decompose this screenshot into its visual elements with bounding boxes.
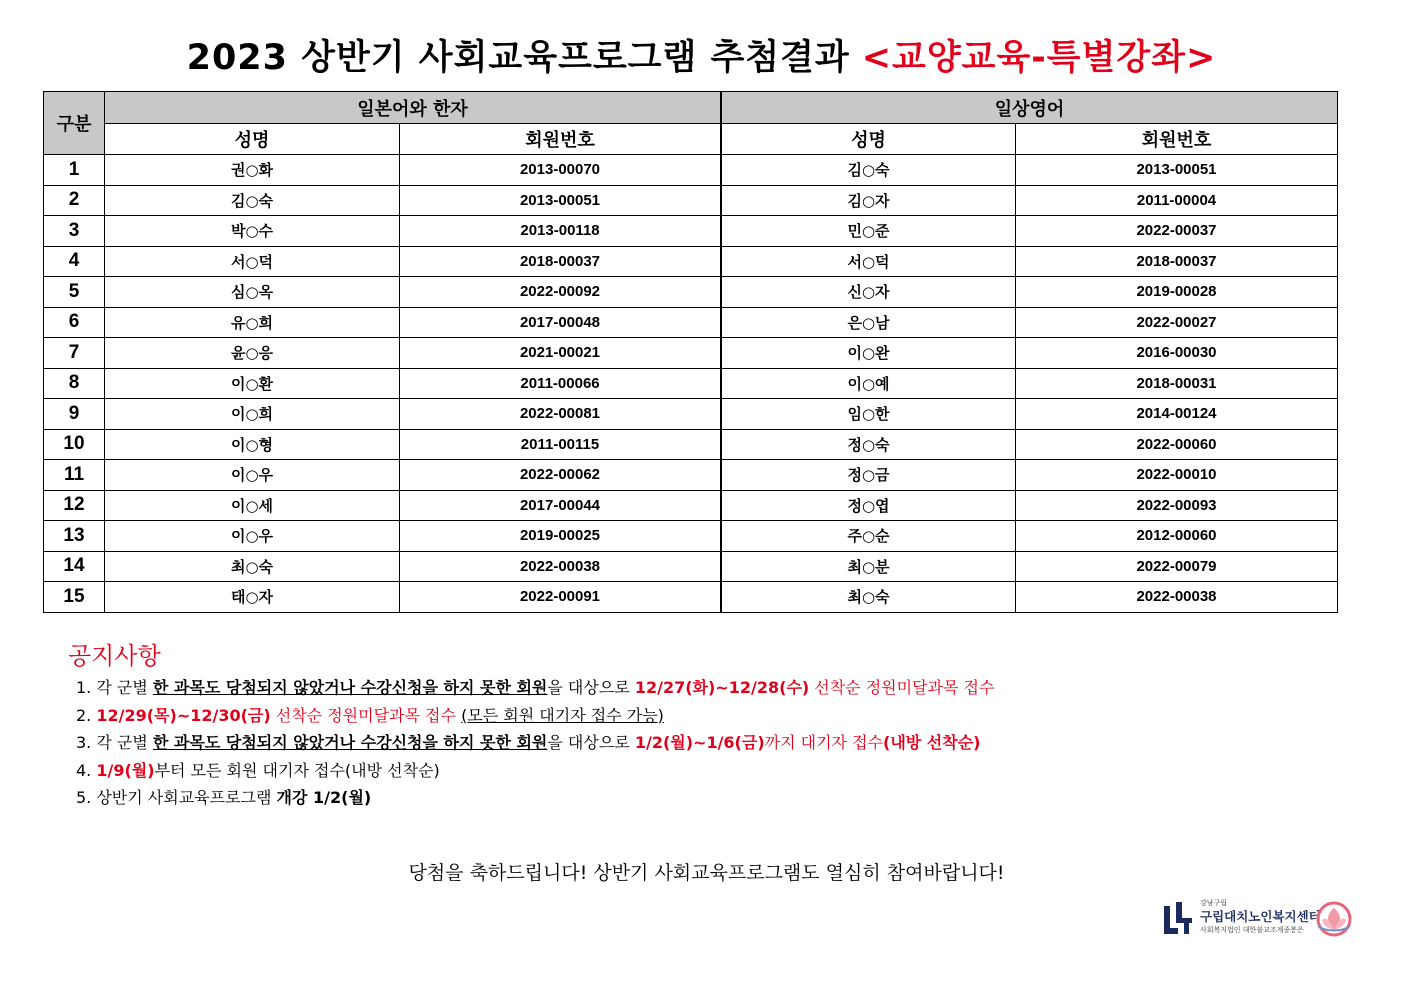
notice-text: 을 대상으로 — [547, 678, 635, 697]
member-number: 2018-00031 — [1016, 368, 1338, 399]
member-number: 2022-00092 — [400, 277, 721, 308]
notice-date: 1/9(월) — [96, 760, 155, 780]
notice-text: 을 대상으로 — [547, 733, 635, 752]
title-sub: <교양교육-특별강좌> — [861, 38, 1217, 78]
table-row — [44, 582, 721, 613]
notice-item-2 — [76, 702, 994, 730]
member-name: 이○형 — [105, 429, 400, 460]
row-number: 5 — [44, 277, 105, 308]
title-main: 2023 상반기 사회교육프로그램 추첨결과 — [186, 38, 850, 78]
member-name: 윤○응 — [105, 338, 400, 369]
member-name: 이○예 — [722, 368, 1016, 399]
member-name: 정○금 — [722, 460, 1016, 491]
table-row — [722, 338, 1338, 369]
table-row — [722, 429, 1338, 460]
member-number: 2018-00037 — [1016, 246, 1338, 277]
notice-text: 3. 각 군별 — [76, 733, 153, 752]
row-number: 12 — [44, 490, 105, 521]
member-number: 2013-00051 — [400, 185, 721, 216]
member-name: 유○희 — [105, 307, 400, 338]
member-name: 박○수 — [105, 216, 400, 247]
notice-list — [76, 674, 994, 812]
member-number: 2017-00048 — [400, 307, 721, 338]
table-row — [44, 307, 721, 338]
table-row — [44, 216, 721, 247]
table-row — [44, 551, 721, 582]
member-number: 2022-00093 — [1016, 490, 1338, 521]
member-number: 2022-00081 — [400, 399, 721, 430]
member-number: 2016-00030 — [1016, 338, 1338, 369]
notice-text: 1. 각 군별 — [76, 678, 153, 697]
table-row — [722, 521, 1338, 552]
row-number: 14 — [44, 551, 105, 582]
member-number: 2013-00070 — [400, 155, 721, 186]
table-row — [722, 582, 1338, 613]
row-number: 9 — [44, 399, 105, 430]
row-number: 10 — [44, 429, 105, 460]
notice-text: 부터 모든 회원 대기자 접수(내방 선착순) — [154, 760, 440, 780]
member-name: 서○덕 — [105, 246, 400, 277]
notice-date: 12/27(화)~12/28(수) — [634, 678, 810, 697]
logo-district: 강남구립 — [1200, 899, 1228, 907]
table-row — [44, 521, 721, 552]
member-number: 2022-00010 — [1016, 460, 1338, 491]
group-header: 구분 — [44, 92, 105, 155]
member-number: 2011-00004 — [1016, 185, 1338, 216]
member-name: 권○화 — [105, 155, 400, 186]
table-row — [722, 399, 1338, 430]
member-number: 2022-00062 — [400, 460, 721, 491]
logo-center-name: 구립대치노인복지센터 — [1200, 909, 1321, 924]
member-number: 2022-00079 — [1016, 551, 1338, 582]
center-emblem-icon — [1160, 900, 1196, 938]
member-name: 최○숙 — [722, 582, 1016, 613]
member-name: 태○자 — [105, 582, 400, 613]
results-table-left — [43, 91, 721, 613]
notice-item-5 — [76, 784, 994, 812]
table-row — [722, 460, 1338, 491]
member-number: 2014-00124 — [1016, 399, 1338, 430]
notice-date: 12/29(목)~12/30(금) — [96, 705, 271, 725]
notice-text: 4. — [76, 760, 97, 780]
course-header-english: 일상영어 — [722, 92, 1338, 124]
member-number: 2022-00038 — [400, 551, 721, 582]
results-table-right — [721, 91, 1338, 613]
member-name: 이○우 — [105, 460, 400, 491]
row-number: 11 — [44, 460, 105, 491]
member-number: 2011-00066 — [400, 368, 721, 399]
member-name: 정○엽 — [722, 490, 1016, 521]
member-number: 2022-00027 — [1016, 307, 1338, 338]
row-number: 2 — [44, 185, 105, 216]
table-row — [44, 460, 721, 491]
member-number: 2017-00044 — [400, 490, 721, 521]
table-row — [44, 246, 721, 277]
member-name: 김○숙 — [722, 155, 1016, 186]
member-name: 임○한 — [722, 399, 1016, 430]
member-name: 신○자 — [722, 277, 1016, 308]
member-number: 2022-00091 — [400, 582, 721, 613]
table-row — [44, 277, 721, 308]
notice-emphasis: 한 과목도 당첨되지 않았거나 수강신청을 하지 못한 회원 — [152, 733, 548, 752]
member-name: 이○세 — [105, 490, 400, 521]
notice-item-1 — [76, 674, 994, 702]
member-name: 최○분 — [722, 551, 1016, 582]
notice-text: (모든 회원 대기자 접수 가능) — [461, 705, 664, 725]
notice-emphasis: 한 과목도 당첨되지 않았거나 수강신청을 하지 못한 회원 — [152, 678, 548, 697]
member-number: 2011-00115 — [400, 429, 721, 460]
table-row — [722, 551, 1338, 582]
row-number: 8 — [44, 368, 105, 399]
row-number: 7 — [44, 338, 105, 369]
notice-text: 선착순 정원미달과목 접수 — [270, 705, 462, 725]
row-number: 13 — [44, 521, 105, 552]
table-row — [722, 155, 1338, 186]
member-name: 이○희 — [105, 399, 400, 430]
member-name: 이○완 — [722, 338, 1016, 369]
member-name: 주○순 — [722, 521, 1016, 552]
member-name: 김○자 — [722, 185, 1016, 216]
member-number: 2022-00038 — [1016, 582, 1338, 613]
member-name: 김○숙 — [105, 185, 400, 216]
congratulations-message: 당첨을 축하드립니다! 상반기 사회교육프로그램도 열심히 참여바랍니다! — [408, 862, 1005, 884]
table-row — [722, 185, 1338, 216]
member-name: 정○숙 — [722, 429, 1016, 460]
notice-text: 선착순 정원미달과목 접수 — [809, 678, 995, 697]
row-number: 4 — [44, 246, 105, 277]
notice-text: 5. 상반기 사회교육프로그램 — [76, 788, 277, 807]
table-row — [44, 490, 721, 521]
table-row — [44, 338, 721, 369]
row-number: 6 — [44, 307, 105, 338]
member-name: 이○환 — [105, 368, 400, 399]
table-row — [722, 216, 1338, 247]
member-number: 2021-00021 — [400, 338, 721, 369]
center-logo — [1160, 898, 1360, 940]
member-name: 심○옥 — [105, 277, 400, 308]
member-name: 서○덕 — [722, 246, 1016, 277]
notice-emphasis: 개강 1/2(월) — [276, 788, 372, 807]
table-row — [44, 155, 721, 186]
course-header-japanese: 일본어와 한자 — [105, 92, 721, 124]
member-number: 2022-00037 — [1016, 216, 1338, 247]
notice-item-3 — [76, 729, 994, 757]
name-header: 성명 — [722, 124, 1016, 155]
member-number: 2012-00060 — [1016, 521, 1338, 552]
member-name: 은○남 — [722, 307, 1016, 338]
table-row — [722, 246, 1338, 277]
logo-foundation: 사회복지법인 대한불교조계종봉은 — [1200, 926, 1304, 934]
row-number: 3 — [44, 216, 105, 247]
lotus-emblem-icon — [1312, 900, 1356, 938]
member-name: 이○우 — [105, 521, 400, 552]
page-title — [0, 30, 1403, 80]
table-row — [722, 277, 1338, 308]
member-number: 2013-00051 — [1016, 155, 1338, 186]
notice-title: 공지사항 — [68, 642, 161, 670]
member-number: 2013-00118 — [400, 216, 721, 247]
member-name: 최○숙 — [105, 551, 400, 582]
table-row — [44, 368, 721, 399]
member-number: 2019-00025 — [400, 521, 721, 552]
member-number: 2018-00037 — [400, 246, 721, 277]
name-header: 성명 — [105, 124, 400, 155]
table-row — [722, 307, 1338, 338]
member-number: 2022-00060 — [1016, 429, 1338, 460]
member-number-header: 회원번호 — [1016, 124, 1338, 155]
row-number: 1 — [44, 155, 105, 186]
row-number: 15 — [44, 582, 105, 613]
notice-text: 까지 대기자 접수 — [764, 733, 884, 752]
member-number: 2019-00028 — [1016, 277, 1338, 308]
notice-emphasis: (내방 선착순) — [883, 733, 981, 752]
table-row — [722, 368, 1338, 399]
table-row — [722, 490, 1338, 521]
notice-text: 2. — [76, 705, 97, 725]
notice-date: 1/2(월)~1/6(금) — [634, 733, 765, 752]
member-name: 민○준 — [722, 216, 1016, 247]
table-row — [44, 185, 721, 216]
notice-item-4 — [76, 757, 994, 785]
table-row — [44, 399, 721, 430]
table-row — [44, 429, 721, 460]
member-number-header: 회원번호 — [400, 124, 721, 155]
